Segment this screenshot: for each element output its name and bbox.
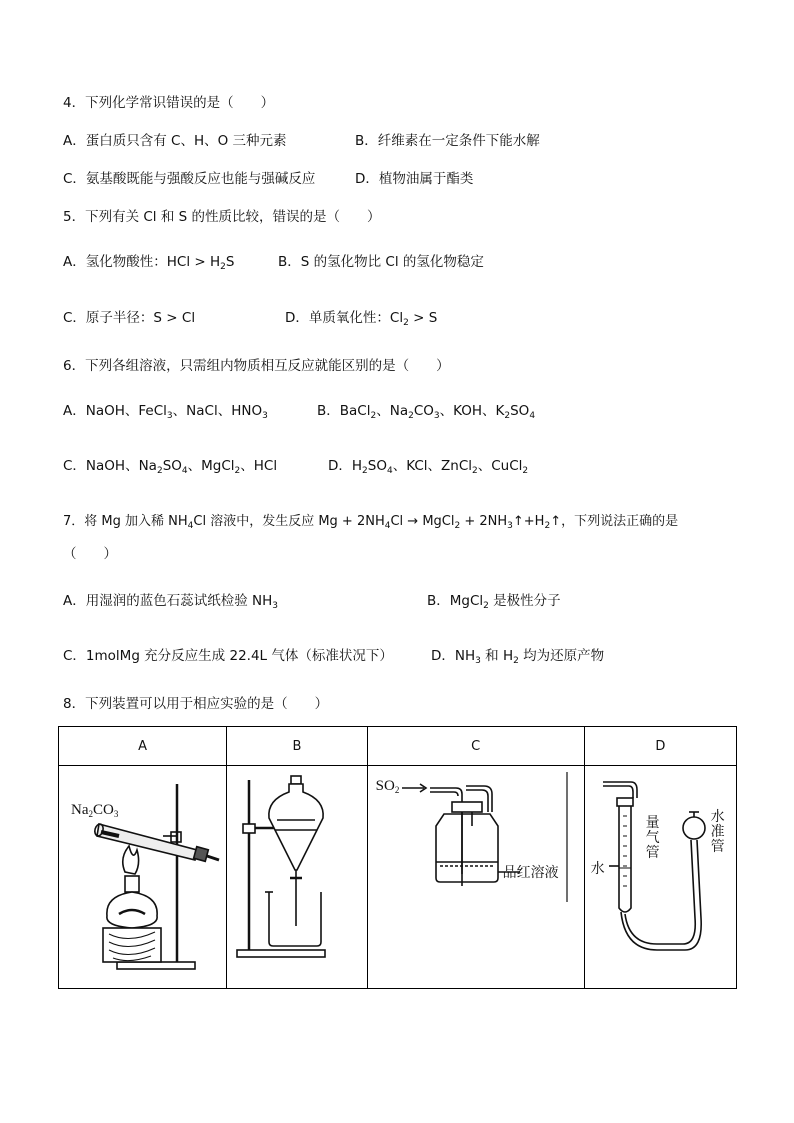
q5-option-a: A．氢化物酸性：HCl > $H_2S$ bbox=[63, 254, 235, 272]
reagent-label-na2co3: $Na_2CO_3$ bbox=[71, 802, 119, 819]
q4-stem: 4．下列化学常识错误的是（ ） bbox=[63, 95, 275, 111]
separating-funnel-illustration bbox=[227, 766, 367, 988]
q4-option-b: B．纤维素在一定条件下能水解 bbox=[355, 133, 540, 149]
apparatus-b bbox=[227, 766, 367, 989]
label-water: 水 bbox=[590, 862, 605, 877]
q4-option-a: A．蛋白质只含有 C、H、O 三种元素 bbox=[63, 133, 287, 149]
q7-option-d: D．$NH_3$ 和 $H_2$ 均为还原产物 bbox=[431, 648, 605, 666]
label-leveling-tube: 水准管 bbox=[710, 810, 725, 855]
q5-option-d: D．单质氧化性：$Cl_2 > S$ bbox=[285, 310, 438, 328]
q6-option-c: C．NaOH、$Na_2SO_4$、MgCl$_2$、HCl bbox=[63, 458, 278, 476]
gas-label-so2: $SO_2$ bbox=[375, 778, 400, 795]
q7-option-c: C．1molMg 充分反应生成 22.4L 气体（标准状况下） bbox=[63, 648, 393, 664]
solution-label-pinhong: 品红溶液 bbox=[502, 866, 559, 881]
q7-option-b: B．MgCl$_2$ 是极性分子 bbox=[427, 593, 561, 611]
q6-option-a: A．NaOH、FeCl$_3$、NaCl、$HNO_3$ bbox=[63, 403, 268, 421]
q8-stem: 8．下列装置可以用于相应实验的是（ ） bbox=[63, 696, 329, 712]
header-a: A bbox=[59, 727, 227, 766]
q6-option-d: D．$H_2SO_4$、KCl、ZnCl$_2$、CuCl$_2$ bbox=[328, 458, 529, 476]
apparatus-c bbox=[367, 766, 584, 989]
header-b: B bbox=[227, 727, 367, 766]
q7-stem-blank: （ ） bbox=[63, 546, 117, 562]
q6-stem: 6．下列各组溶液，只需组内物质相互反应就能区别的是（ ） bbox=[63, 358, 450, 374]
apparatus-a bbox=[59, 766, 227, 989]
label-gas-measuring-tube: 量气管 bbox=[645, 816, 660, 861]
q4-option-d: D．植物油属于酯类 bbox=[355, 171, 474, 187]
q7-stem: 7．将 Mg 加入稀 $NH_4Cl$ 溶液中，发生反应 $Mg + 2NH_4Cl$ → MgCl$_2$ + $2NH_3↑+H_2↑$，下列说法正确的是 bbox=[63, 514, 679, 531]
q7-option-a: A．用湿润的蓝色石蕊试纸检验 $NH_3$ bbox=[63, 593, 279, 611]
q5-option-b: B．S 的氢化物比 Cl 的氢化物稳定 bbox=[278, 254, 484, 270]
q6-option-b: B．BaCl$_2$、$Na_2CO_3$、KOH、$K_2SO_4$ bbox=[317, 403, 536, 421]
header-c: C bbox=[367, 727, 584, 766]
q4-option-c: C．氨基酸既能与强酸反应也能与强碱反应 bbox=[63, 171, 316, 187]
heating-apparatus-illustration bbox=[59, 766, 227, 988]
q5-stem: 5．下列有关 Cl 和 S 的性质比较，错误的是（ ） bbox=[63, 209, 381, 225]
apparatus-table bbox=[58, 726, 737, 989]
apparatus-d bbox=[584, 766, 736, 989]
header-d: D bbox=[584, 727, 736, 766]
gas-measuring-apparatus-illustration bbox=[585, 766, 737, 988]
q5-option-c: C．原子半径：S > Cl bbox=[63, 310, 196, 326]
